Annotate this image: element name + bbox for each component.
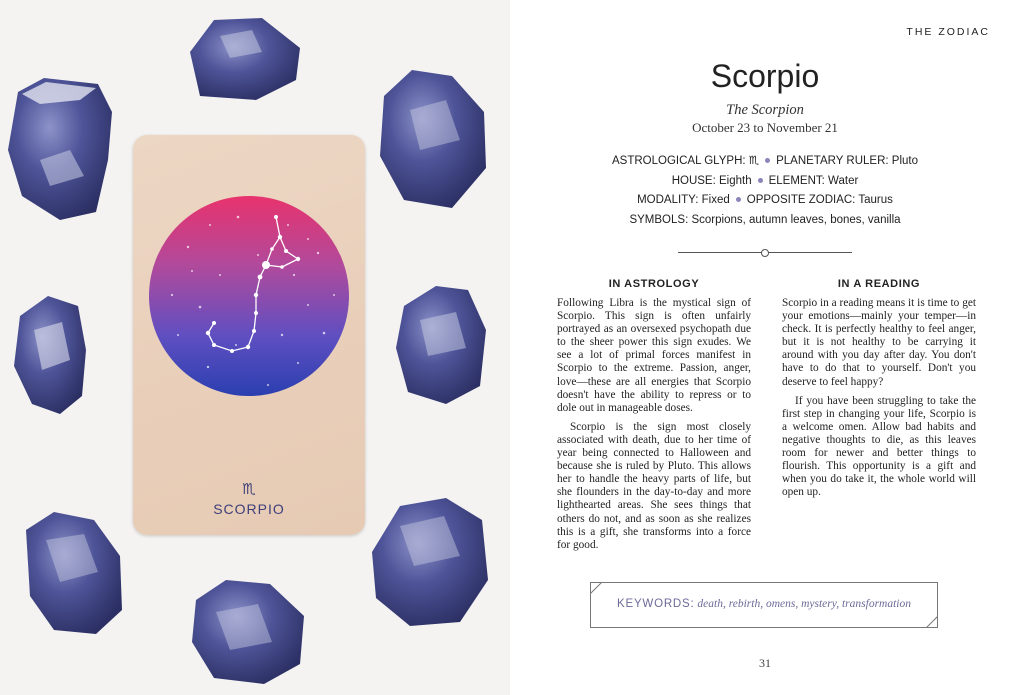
bullet-dot: [765, 158, 770, 163]
in-a-reading-paragraph-1: Scorpio in a reading means it is time to get your emotions—mainly your temper—in check. It is perfectly healthy to feel anger, but it is not healthy to be carrying it around with you day after day. You don't have to do that to yourself. Don't you deserve to feel happy?: [782, 297, 976, 388]
divider-circle-icon: [761, 249, 769, 257]
in-astrology-paragraph-1: Following Libra is the mystical sign of Scorpio. This sign is often unfairly portrayed as an oversexed psychopath due to the sheer power this sign exudes. We see a lot of primal forces manifest in Scorpio to the extreme. Passion, anger, love—these are all energies that Scorpio doesn't have the ability to repress or to dole out in manageable doses.: [557, 297, 751, 414]
ruler-label: PLANETARY RULER:: [776, 155, 889, 167]
house-value: Eighth: [718, 174, 752, 187]
stone-bottom-center: [192, 580, 304, 684]
in-astrology-paragraph-2: Scorpio is the sign most closely associated with death, due to her time of year being connected to Halloween and because she is ruled by Pluto. This allows her to handle the heavy parts of life, but she flounders in the day-to-day and more lighthearted areas. She sees things that others do not, and as soon as she realizes this is a gift, she transforms into a force for good.: [557, 420, 751, 551]
stone-bottom-left: [26, 512, 122, 634]
facts-line-1: [510, 151, 1020, 172]
sign-facts: [510, 151, 1020, 230]
keywords-values: death, rebirth, omens, mystery, transformation: [697, 598, 911, 610]
stone-mid-left: [14, 296, 86, 414]
in-astrology-heading: IN ASTROLOGY: [608, 278, 700, 290]
stone-top-right: [380, 70, 486, 208]
symbols-value: Scorpions, autumn leaves, bones, vanilla: [691, 213, 901, 226]
stone-top-left: [8, 78, 112, 220]
bullet-dot: [758, 178, 763, 183]
stone-bottom-right: [372, 498, 488, 626]
in-a-reading-paragraph-2: If you have been struggling to take the first step in changing your life, Scorpio is a welcome omen. Allow bad habits and negative thoughts to die, as this leaves room for newer and better things to flourish. This opportunity is a gift and when you do take it, the whole world will open up.: [782, 394, 976, 499]
in-a-reading-heading: IN A READING: [837, 278, 921, 290]
glyph-value: ♏: [748, 153, 760, 167]
symbols-label: SYMBOLS:: [629, 213, 689, 226]
keywords-label: KEYWORDS:: [617, 598, 695, 610]
glyph-label: ASTROLOGICAL GLYPH:: [612, 155, 746, 167]
facts-line-3: [510, 191, 1020, 211]
modality-value: Fixed: [701, 194, 730, 206]
running-head: THE ZODIAC: [906, 26, 990, 38]
house-label: HOUSE:: [671, 174, 716, 187]
in-a-reading-section: [782, 278, 976, 505]
page-number: 31: [759, 656, 771, 670]
bullet-dot: [736, 197, 741, 202]
stone-top-center: [190, 18, 300, 100]
ruler-value: Pluto: [891, 155, 918, 167]
text-page: [510, 0, 1020, 695]
modality-label: MODALITY:: [637, 194, 699, 206]
sign-subtitle: The Scorpion: [726, 102, 804, 118]
opposite-value: Taurus: [858, 194, 893, 206]
card-scorpio-glyph: ♏: [242, 480, 256, 498]
stone-mid-right: [396, 286, 486, 404]
scorpio-constellation-illustration: [148, 195, 350, 397]
page-title: Scorpio: [710, 58, 820, 94]
element-label: ELEMENT:: [768, 174, 825, 187]
element-value: Water: [828, 174, 859, 187]
ornamental-divider: [678, 249, 852, 257]
keywords-line: [591, 598, 937, 610]
card-title: SCORPIO: [213, 501, 285, 517]
facts-line-4: [510, 211, 1020, 231]
sign-dates: October 23 to November 21: [692, 120, 838, 135]
scorpio-tarot-card: [133, 135, 365, 535]
opposite-label: OPPOSITE ZODIAC:: [746, 194, 856, 206]
facts-line-2: [510, 172, 1020, 192]
keywords-box: [590, 582, 938, 628]
in-astrology-section: [557, 278, 751, 558]
